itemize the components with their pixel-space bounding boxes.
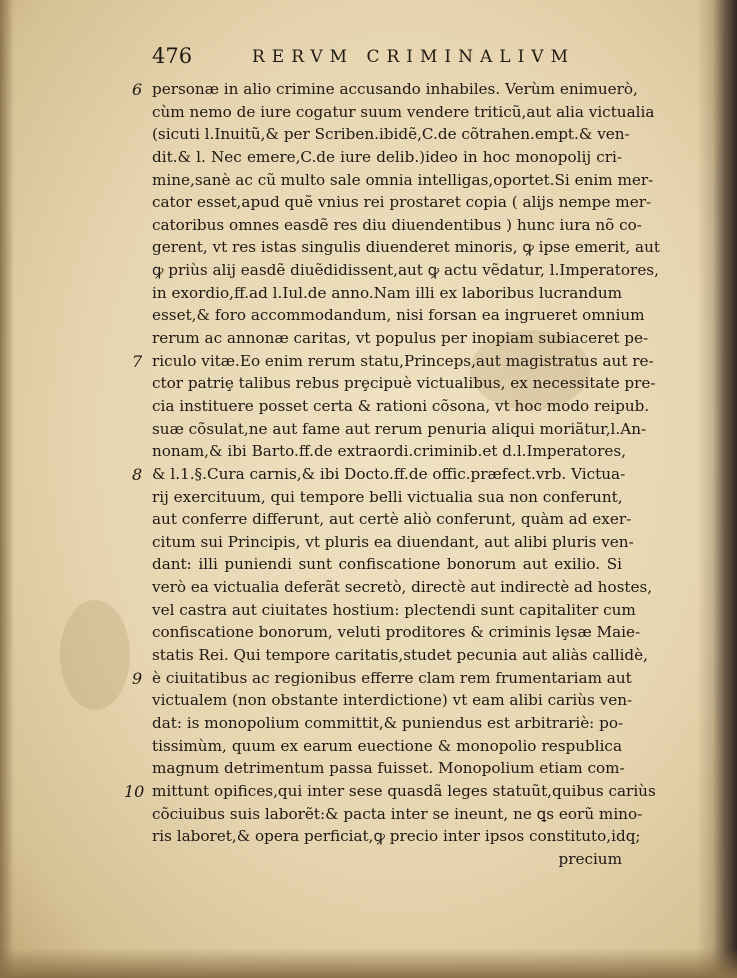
text-line: personæ in alio crimine accusando inhabiles. Verùm enimuerò, (152, 80, 638, 98)
text-line: gerent, vt res istas singulis diuenderet minoris, ꝙ ipse emerit, aut (152, 238, 660, 257)
text-line: victualem (non obstante interdictione) vt eam alibi cariùs ven- (152, 691, 633, 710)
text-line: cõciuibus suis laborẽt:& pacta inter se ineunt, ne ꝗs eorũ mino- (152, 804, 643, 823)
page-bottom-shadow (0, 948, 737, 978)
text-line: dat: is monopolium committit,& puniendus est arbitrariè: po- (152, 713, 624, 732)
text-line: nonam,& ibi Barto.ff.de extraordi.criminib.et d.l.Imperatores, (152, 442, 627, 461)
margin-section-number: 10 (124, 782, 145, 802)
text-line: è ciuitatibus ac regionibus efferre clam rem frumentariam aut (152, 668, 632, 687)
text-line: (sicuti l.Inuitũ,& per Scriben.ibidẽ,C.de cõtrahen.empt.& ven- (152, 125, 630, 144)
running-head: RERVM CRIMINALIVM (252, 47, 575, 67)
text-line: rerum ac annonæ caritas, vt populus per inopiam subiaceret pe- (152, 329, 649, 348)
page-edge-shadow (697, 0, 737, 978)
text-line: vel castra aut ciuitates hostium: plectendi sunt capitaliter cum (152, 600, 636, 619)
margin-section-number: 7 (132, 351, 143, 371)
margin-section-number: 6 (132, 80, 143, 99)
text-line: ris laboret,& opera perficiat,ꝙ precio inter ipsos constituto,idq; (152, 827, 641, 846)
text-line: & l.1.§.Cura carnis,& ibi Docto.ff.de offic.præfect.vrb. Victua- (152, 464, 626, 483)
text-line: rij exercituum, qui tempore belli victualia sua non conferunt, (152, 487, 623, 506)
text-line: ctor patriȩ talibus rebus prȩcipuè victualibus, ex necessitate pre- (152, 374, 656, 393)
text-line: esset,& foro accommodandum, nisi forsan ea ingrueret omnium (152, 306, 645, 325)
text-line: verò ea victualia deferãt secretò, directè aut indirectè ad hostes, (152, 578, 653, 597)
text-line: statis Rei. Qui tempore caritatis,studet pecunia aut aliàs callidè, (152, 646, 648, 665)
text-line: magnum detrimentum passa fuisset. Monopolium etiam com- (152, 759, 625, 778)
text-line: cùm nemo de iure cogatur suum vendere triticũ,aut alia victualia (152, 102, 655, 121)
text-line: tissimùm, quum ex earum euectione & monopolio respublica (152, 736, 622, 755)
body-text (152, 78, 660, 870)
text-line: precium (558, 849, 622, 868)
text-line: catoribus omnes easdẽ res diu diuendentibus ) hunc iura nõ co- (152, 215, 642, 234)
margin-section-number: 9 (132, 668, 143, 688)
text-line: suæ cõsulat,ne aut fame aut rerum penuria aliqui moriãtur,l.An- (152, 419, 647, 438)
text-line: ꝙ priùs alij easdẽ diuẽdidissent,aut ꝙ actu vẽdatur, l.Imperatores, (152, 261, 659, 280)
text-line: confiscatione bonorum, veluti proditores & criminis lȩsæ Maie- (152, 623, 641, 642)
page-header (152, 44, 622, 74)
paper-stain (60, 600, 130, 710)
text-line: cator esset,apud quẽ vnius rei prostaret copia ( alijs nempe mer- (152, 193, 652, 212)
text-line: riculo vitæ.Eo enim rerum statu,Princeps,aut magistratus aut re- (152, 351, 654, 370)
text-line: dit.& l. Nec emere,C.de iure delib.)ideo in hoc monopolij cri- (152, 147, 622, 166)
text-line: citum sui Principis, vt pluris ea diuendant, aut alibi pluris ven- (152, 532, 634, 551)
text-line: mine,sanè ac cũ multo sale omnia intelligas,oportet.Si enim mer- (152, 170, 654, 189)
page-gutter-shadow (0, 0, 14, 978)
text-line: dant: illi puniendi sunt confiscatione bonorum aut exilio. Si (152, 555, 622, 574)
page-number: 476 (152, 44, 193, 68)
text-line: aut conferre differunt, aut certè aliò conferunt, quàm ad exer- (152, 510, 632, 529)
text-line: mittunt opifices,qui inter sese quasdã leges statuũt,quibus cariùs (152, 781, 656, 800)
text-line: in exordio,ff.ad l.Iul.de anno.Nam illi ex laboribus lucrandum (152, 283, 623, 302)
margin-section-number: 8 (132, 465, 143, 485)
text-line: cia instituere posset certa & rationi cõsona, vt hoc modo reipub. (152, 396, 650, 415)
